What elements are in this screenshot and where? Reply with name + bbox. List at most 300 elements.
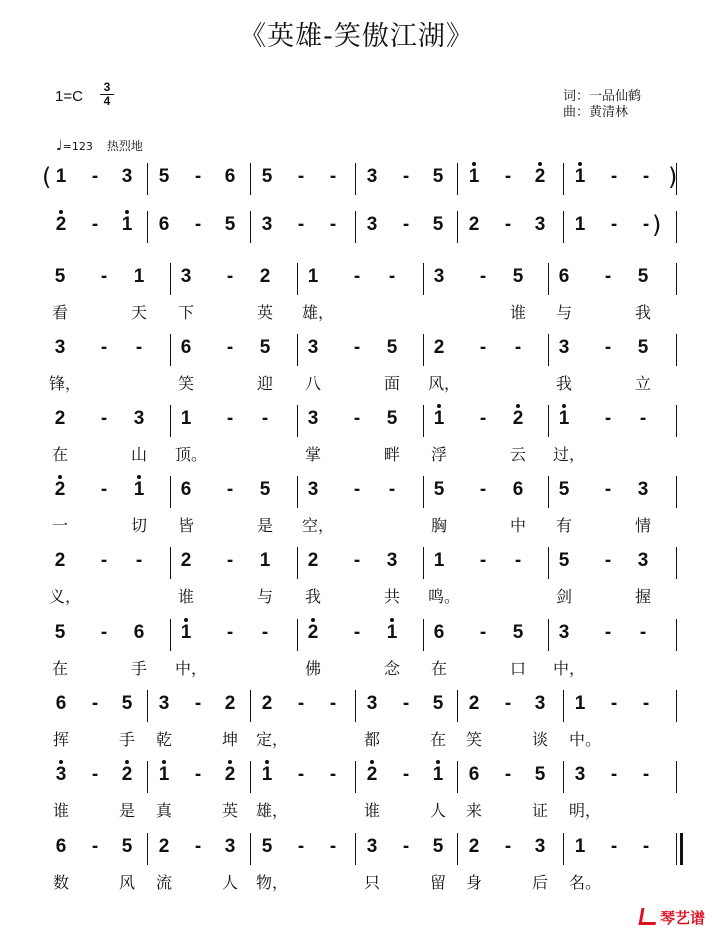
lyric-char: 身 — [465, 873, 482, 892]
lyric-char: 云 — [509, 445, 526, 464]
dash: - — [100, 266, 108, 287]
lyric-char: 共 — [383, 587, 400, 606]
barline — [355, 761, 356, 793]
note: 5 — [121, 836, 133, 857]
lyric-char: 人 — [429, 801, 446, 820]
lyric-char: 下 — [177, 303, 194, 322]
barline — [548, 547, 549, 579]
note: 2 — [468, 836, 480, 857]
lyric-char: 面 — [383, 374, 400, 393]
lyric-char: 空， — [302, 516, 335, 535]
note: 1 — [175, 622, 197, 644]
lyric-char: 我 — [304, 587, 321, 606]
logo-mark-icon — [638, 908, 658, 925]
dash: - — [91, 836, 99, 857]
dash: - — [226, 550, 234, 571]
dash: - — [297, 166, 305, 187]
dash: - — [639, 408, 647, 429]
high-octave-dot — [265, 760, 269, 764]
lyric-char: 谁 — [177, 587, 194, 606]
lyric-char: 切 — [130, 516, 147, 535]
note: 3 — [637, 479, 649, 500]
note: 1 — [55, 166, 67, 187]
barline — [423, 263, 424, 295]
note: 3 — [637, 550, 649, 571]
note: 6 — [55, 693, 67, 714]
dash: - — [479, 479, 487, 500]
dash: - — [402, 764, 410, 785]
high-octave-dot — [562, 404, 566, 408]
barline — [423, 476, 424, 508]
note: 6 — [158, 214, 170, 235]
dash: - — [226, 622, 234, 643]
barline — [676, 833, 677, 865]
barline — [548, 476, 549, 508]
dash: - — [226, 266, 234, 287]
note: 6 — [224, 166, 236, 187]
dash: - — [100, 550, 108, 571]
barline — [676, 476, 677, 508]
note: 5 — [386, 337, 398, 358]
song-title: 《英雄-笑傲江湖》 — [239, 21, 474, 52]
notation-system — [0, 836, 713, 896]
dash: - — [91, 764, 99, 785]
note: 6 — [133, 622, 145, 643]
lyric-char: 笑 — [177, 374, 194, 393]
dash: - — [91, 214, 99, 235]
dash: - — [514, 550, 522, 571]
dash: - — [604, 550, 612, 571]
dash: - — [194, 166, 202, 187]
lyric-char: 佛 — [304, 659, 321, 678]
note: 2 — [307, 550, 319, 571]
barline — [457, 833, 458, 865]
note: 2 — [529, 166, 551, 188]
high-octave-dot — [538, 162, 542, 166]
note: 5 — [259, 337, 271, 358]
lyric-char: 在 — [51, 659, 68, 678]
note: 5 — [432, 693, 444, 714]
lyric-char: 中， — [175, 659, 208, 678]
dash: - — [329, 166, 337, 187]
lyric-char: 数 — [52, 873, 69, 892]
barline — [676, 211, 677, 243]
barline — [250, 761, 251, 793]
lyric-char: 我 — [634, 303, 651, 322]
final-barline — [680, 833, 683, 865]
watermark-logo — [640, 907, 705, 928]
barline — [676, 547, 677, 579]
note: 2 — [158, 836, 170, 857]
high-octave-dot — [58, 475, 62, 479]
note: 1 — [116, 214, 138, 236]
note: 2 — [468, 693, 480, 714]
time-sig-top: 3 — [103, 80, 111, 94]
note: 3 — [366, 166, 378, 187]
lyric-char: 山 — [130, 445, 147, 464]
dash: - — [100, 337, 108, 358]
barline — [563, 211, 564, 243]
barline — [297, 547, 298, 579]
lyric-char: 手 — [118, 730, 135, 749]
barline — [170, 405, 171, 437]
note: 5 — [512, 266, 524, 287]
note: 3 — [534, 693, 546, 714]
note: 1 — [463, 166, 485, 188]
note: 3 — [534, 214, 546, 235]
barline — [147, 761, 148, 793]
dash: - — [100, 479, 108, 500]
barline — [170, 619, 171, 651]
dash: - — [297, 693, 305, 714]
high-octave-dot — [162, 760, 166, 764]
lyric-char: 雄， — [302, 303, 335, 322]
note: 6 — [433, 622, 445, 643]
repeat-open-paren: ( — [42, 163, 52, 191]
lyric-char: 真 — [155, 801, 172, 820]
note: 6 — [55, 836, 67, 857]
dash: - — [226, 408, 234, 429]
barline — [297, 263, 298, 295]
lyric-char: 留 — [429, 873, 446, 892]
dash: - — [135, 337, 143, 358]
note: 6 — [180, 337, 192, 358]
dash: - — [402, 166, 410, 187]
dash: - — [261, 408, 269, 429]
lyric-char: 一 — [51, 516, 68, 535]
note: 2 — [468, 214, 480, 235]
high-octave-dot — [184, 618, 188, 622]
note: 3 — [307, 408, 319, 429]
note: 3 — [158, 693, 170, 714]
barline — [548, 263, 549, 295]
dash: - — [329, 836, 337, 857]
lyric-char: 雄， — [256, 801, 289, 820]
dash: - — [388, 479, 396, 500]
barline — [423, 547, 424, 579]
lyricist: 词：一品仙鹤 — [563, 89, 642, 104]
note: 2 — [433, 337, 445, 358]
note: 1 — [128, 479, 150, 501]
note: 3 — [386, 550, 398, 571]
note: 1 — [574, 693, 586, 714]
note: 3 — [261, 214, 273, 235]
lyric-char: 只 — [363, 873, 380, 892]
dash: - — [194, 836, 202, 857]
dash: - — [504, 166, 512, 187]
composer: 曲：黄清林 — [563, 105, 629, 120]
note: 5 — [158, 166, 170, 187]
lyric-char: 天 — [130, 303, 147, 322]
lyric-char: 锋， — [49, 374, 82, 393]
dash: - — [504, 693, 512, 714]
note: 3 — [180, 266, 192, 287]
tempo-bpm: =123 — [62, 140, 93, 153]
lyric-char: 中 — [509, 516, 526, 535]
lyric-char: 都 — [363, 730, 380, 749]
barline — [297, 405, 298, 437]
lyric-char: 与 — [256, 587, 273, 606]
note: 2 — [259, 266, 271, 287]
barline — [297, 334, 298, 366]
note: 1 — [553, 408, 575, 430]
barline — [355, 833, 356, 865]
dash: - — [642, 166, 650, 187]
barline — [457, 690, 458, 722]
dash: - — [329, 214, 337, 235]
dash: - — [91, 693, 99, 714]
note: 5 — [432, 166, 444, 187]
dash: - — [388, 266, 396, 287]
note: 5 — [637, 266, 649, 287]
note: 5 — [224, 214, 236, 235]
notation-system — [0, 211, 713, 274]
lyric-char: 畔 — [383, 445, 400, 464]
lyric-char: 中， — [553, 659, 586, 678]
note: 1 — [256, 764, 278, 786]
barline — [170, 334, 171, 366]
note: 6 — [180, 479, 192, 500]
note: 3 — [366, 836, 378, 857]
dash: - — [479, 622, 487, 643]
note: 1 — [428, 408, 450, 430]
dash: - — [610, 166, 618, 187]
dash: - — [610, 693, 618, 714]
high-octave-dot — [437, 404, 441, 408]
note: 5 — [54, 622, 66, 643]
dash: - — [135, 550, 143, 571]
barline — [423, 405, 424, 437]
note: 2 — [219, 764, 241, 786]
dash: - — [91, 166, 99, 187]
barline — [250, 690, 251, 722]
lyric-char: 手 — [130, 659, 147, 678]
note: 5 — [121, 693, 133, 714]
lyric-char: 谁 — [52, 801, 69, 820]
barline — [563, 690, 564, 722]
dash: - — [353, 479, 361, 500]
note: 2 — [507, 408, 529, 430]
dash: - — [504, 836, 512, 857]
note: 2 — [54, 408, 66, 429]
lyric-char: 中。 — [569, 730, 602, 749]
lyric-char: 笑 — [465, 730, 482, 749]
note: 5 — [433, 479, 445, 500]
barline — [676, 263, 677, 295]
note: 5 — [432, 836, 444, 857]
barline — [147, 833, 148, 865]
note: 5 — [558, 479, 570, 500]
high-octave-dot — [436, 760, 440, 764]
lyric-char: 有 — [555, 516, 572, 535]
repeat-close-paren: ) — [668, 163, 678, 191]
barline — [563, 833, 564, 865]
barline — [170, 547, 171, 579]
lyric-char: 八 — [304, 374, 321, 393]
note: 1 — [180, 408, 192, 429]
dash: - — [639, 622, 647, 643]
barline — [147, 211, 148, 243]
credits — [563, 89, 641, 121]
dash: - — [479, 266, 487, 287]
high-octave-dot — [125, 760, 129, 764]
lyric-char: 定， — [256, 730, 289, 749]
lyric-char: 是 — [256, 516, 273, 535]
notation-system — [0, 764, 713, 824]
high-octave-dot — [137, 475, 141, 479]
barline — [423, 619, 424, 651]
dash: - — [610, 836, 618, 857]
note: 3 — [50, 764, 72, 786]
dash: - — [604, 479, 612, 500]
lyric-char: 胸 — [430, 516, 447, 535]
dash: - — [297, 764, 305, 785]
note: 5 — [386, 408, 398, 429]
dash: - — [402, 836, 410, 857]
dash: - — [514, 337, 522, 358]
high-octave-dot — [370, 760, 374, 764]
lyric-char: 证 — [531, 801, 548, 820]
high-octave-dot — [228, 760, 232, 764]
barline — [147, 690, 148, 722]
note: 3 — [133, 408, 145, 429]
note: 5 — [558, 550, 570, 571]
note: 5 — [637, 337, 649, 358]
note: 1 — [569, 166, 591, 188]
dash: - — [479, 337, 487, 358]
note: 5 — [512, 622, 524, 643]
lyric-char: 我 — [555, 374, 572, 393]
dash: - — [297, 836, 305, 857]
note: 6 — [468, 764, 480, 785]
dash: - — [402, 693, 410, 714]
dash: - — [604, 408, 612, 429]
lyric-char: 在 — [429, 730, 446, 749]
expression-mark: 热烈地 — [106, 139, 143, 153]
lyric-char: 物， — [256, 873, 289, 892]
barline — [676, 761, 677, 793]
dash: - — [297, 214, 305, 235]
lyric-char: 风， — [428, 374, 461, 393]
barline — [355, 163, 356, 195]
dash: - — [610, 764, 618, 785]
note: 1 — [574, 214, 586, 235]
barline — [676, 619, 677, 651]
barline — [676, 690, 677, 722]
high-octave-dot — [472, 162, 476, 166]
notation-system — [0, 479, 713, 539]
note: 3 — [574, 764, 586, 785]
lyric-char: 看 — [51, 303, 68, 322]
note: 1 — [381, 622, 403, 644]
note: 1 — [574, 836, 586, 857]
dash: - — [353, 337, 361, 358]
high-octave-dot — [390, 618, 394, 622]
note: 3 — [121, 166, 133, 187]
high-octave-dot — [516, 404, 520, 408]
dash: - — [504, 764, 512, 785]
note: 3 — [307, 479, 319, 500]
notation-system — [0, 550, 713, 610]
barline — [147, 163, 148, 195]
lyric-char: 皆 — [177, 516, 194, 535]
note: 3 — [433, 266, 445, 287]
quarter-note-icon: ♩ — [56, 138, 63, 154]
lyric-char: 口 — [509, 659, 526, 678]
barline — [548, 334, 549, 366]
note: 3 — [558, 337, 570, 358]
dash: - — [329, 764, 337, 785]
dash: - — [604, 337, 612, 358]
barline — [250, 163, 251, 195]
dash: - — [100, 622, 108, 643]
barline — [355, 690, 356, 722]
lyric-char: 是 — [118, 801, 135, 820]
dash: - — [604, 266, 612, 287]
barline — [170, 476, 171, 508]
dash: - — [353, 408, 361, 429]
note: 1 — [433, 550, 445, 571]
dash: - — [642, 764, 650, 785]
notation-system — [0, 622, 713, 682]
lyric-char: 谈 — [531, 730, 548, 749]
dash: - — [100, 408, 108, 429]
barline — [548, 405, 549, 437]
lyric-char: 念 — [383, 659, 400, 678]
note: 5 — [54, 266, 66, 287]
barline — [676, 334, 677, 366]
lyric-char: 人 — [221, 873, 238, 892]
lyric-char: 乾 — [155, 730, 172, 749]
dash: - — [353, 266, 361, 287]
lyric-char: 迎 — [256, 374, 273, 393]
barline — [563, 163, 564, 195]
lyric-char: 谁 — [509, 303, 526, 322]
lyric-char: 谁 — [363, 801, 380, 820]
note: 5 — [259, 479, 271, 500]
time-sig-bottom: 4 — [103, 94, 111, 108]
note: 2 — [180, 550, 192, 571]
lyric-char: 握 — [634, 587, 651, 606]
high-octave-dot — [125, 210, 129, 214]
high-octave-dot — [311, 618, 315, 622]
barline — [250, 833, 251, 865]
lyric-char: 情 — [634, 516, 651, 535]
time-signature — [100, 82, 114, 107]
dash: - — [642, 214, 650, 235]
dash: - — [194, 764, 202, 785]
dash: - — [610, 214, 618, 235]
dash: - — [504, 214, 512, 235]
barline — [457, 761, 458, 793]
notation-system — [0, 408, 713, 468]
barline — [250, 211, 251, 243]
note: 5 — [261, 836, 273, 857]
note: 5 — [534, 764, 546, 785]
note: 3 — [224, 836, 236, 857]
note: 3 — [54, 337, 66, 358]
note: 2 — [261, 693, 273, 714]
note: 5 — [432, 214, 444, 235]
note: 2 — [116, 764, 138, 786]
lyric-char: 风 — [118, 873, 135, 892]
lyric-char: 剑 — [555, 587, 572, 606]
dash: - — [194, 693, 202, 714]
lyric-char: 坤 — [221, 730, 238, 749]
dash: - — [402, 214, 410, 235]
barline — [423, 334, 424, 366]
lyric-char: 过， — [553, 445, 586, 464]
